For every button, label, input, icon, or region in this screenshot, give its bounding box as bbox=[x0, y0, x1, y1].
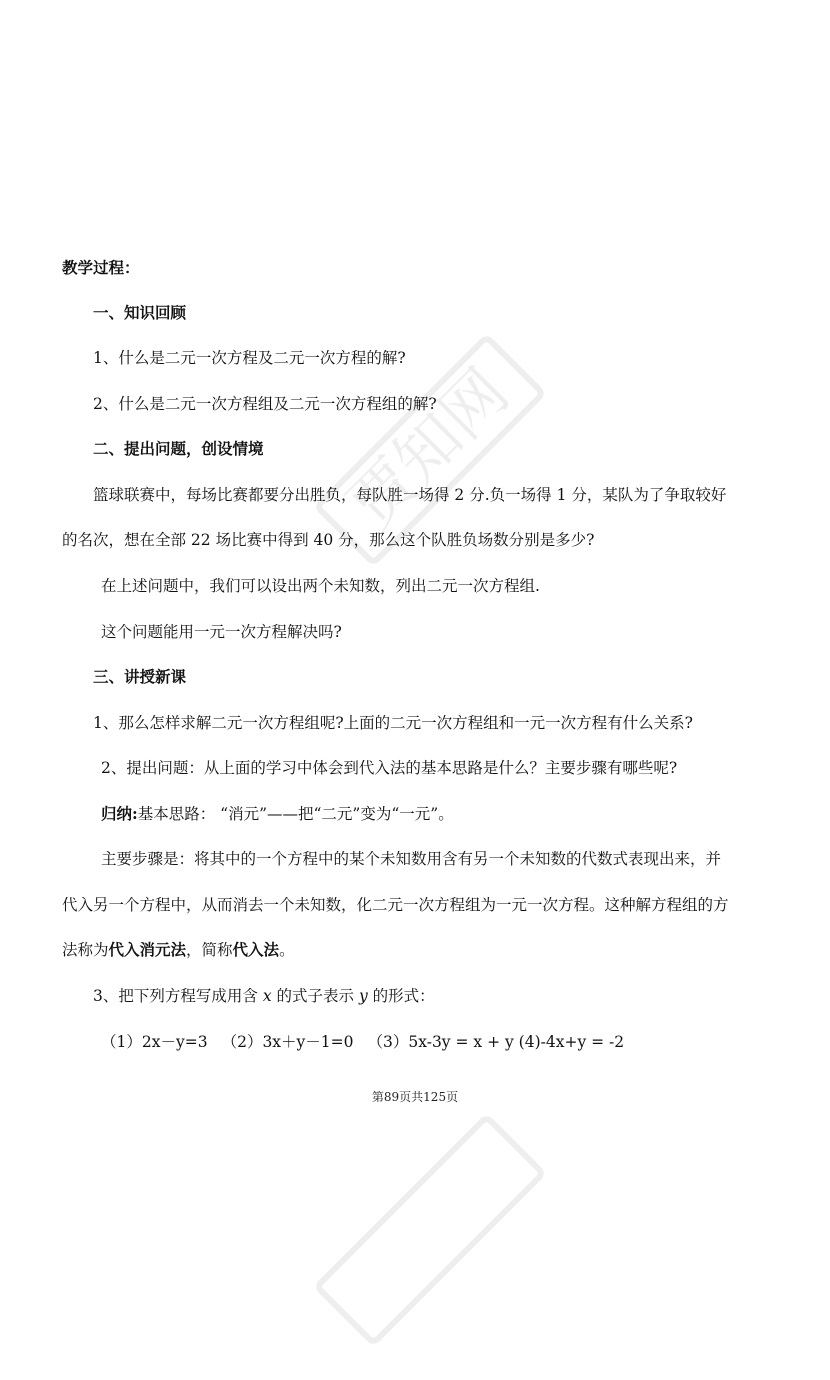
section-3-heading: 三、讲授新课 bbox=[93, 667, 187, 686]
item-text: 的形式： bbox=[372, 987, 435, 1005]
review-question-2: 2、什么是二元一次方程组及二元一次方程组的解? bbox=[93, 395, 437, 413]
watermark-text: 贾知网 bbox=[335, 355, 524, 544]
substitution-short-term: 代入法 bbox=[232, 940, 280, 959]
item-text: 3、把下列方程写成用含 bbox=[93, 987, 258, 1005]
summary-label: 归纳: bbox=[101, 804, 138, 823]
steps-line-2: 代入另一个方程中，从而消去一个未知数，化二元一次方程组为一元一次方程。这种解方程组的方 bbox=[62, 896, 729, 914]
equation-1: （1）2x－y=3 bbox=[101, 1033, 208, 1051]
equations-line bbox=[101, 1032, 624, 1052]
doc-title: 教学过程： bbox=[62, 258, 140, 277]
watermark-logo bbox=[280, 300, 580, 600]
steps-line-1: 主要步骤是：将其中的一个方程中的某个未知数用含有另一个未知数的代数式表现出来，并 bbox=[101, 850, 722, 868]
problem-note-2: 这个问题能用一元一次方程解决吗? bbox=[101, 623, 342, 641]
variable-x: x bbox=[262, 987, 272, 1005]
section-1-heading: 一、知识回顾 bbox=[93, 303, 187, 322]
lesson-item-2: 2、提出问题：从上面的学习中体会到代入法的基本思路是什么？主要步骤有哪些呢? bbox=[101, 759, 678, 777]
steps-line-3 bbox=[62, 940, 295, 960]
equation-2: （2）3x＋y－1=0 bbox=[221, 1033, 354, 1051]
summary-text: 基本思路： “消元”——把“二元”变为“一元”。 bbox=[137, 805, 454, 823]
lesson-item-1: 1、那么怎样求解二元一次方程组呢?上面的二元一次方程组和一元一次方程有什么关系? bbox=[93, 714, 693, 732]
review-question-1: 1、什么是二元一次方程及二元一次方程的解? bbox=[93, 349, 406, 367]
section-2-heading: 二、提出问题，创设情境 bbox=[93, 439, 264, 458]
substitution-method-term: 代入消元法 bbox=[108, 940, 187, 959]
steps-text: 。 bbox=[279, 941, 295, 959]
lesson-item-3 bbox=[93, 986, 435, 1006]
summary-line bbox=[101, 804, 454, 824]
steps-text: 法称为 bbox=[62, 941, 109, 959]
page-footer: 第89页共125页 bbox=[371, 1090, 459, 1104]
problem-text-line-2: 的名次，想在全部 22 场比赛中得到 40 分，那么这个队胜负场数分别是多少? bbox=[62, 531, 595, 549]
watermark-logo-bottom bbox=[280, 1080, 580, 1380]
equation-3: （3）5x-3y = x + y (4)-4x+y = -2 bbox=[367, 1033, 625, 1051]
problem-note-1: 在上述问题中，我们可以设出两个未知数，列出二元一次方程组. bbox=[101, 577, 540, 595]
steps-text: ，简称 bbox=[186, 941, 233, 959]
problem-text-line-1: 篮球联赛中，每场比赛都要分出胜负，每队胜一场得 2 分.负一场得 1 分，某队为了争取较好 bbox=[93, 486, 727, 504]
variable-y: y bbox=[358, 987, 368, 1005]
item-text: 的式子表示 bbox=[276, 987, 355, 1005]
